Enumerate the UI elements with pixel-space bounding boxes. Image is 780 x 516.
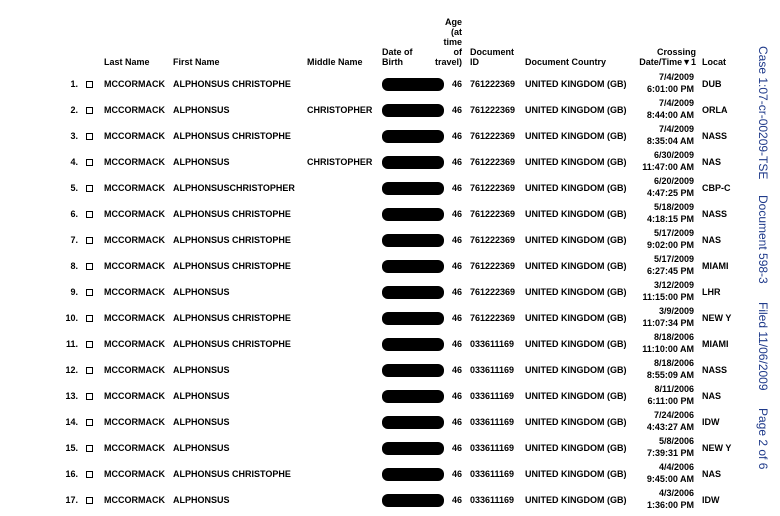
table-row <box>0 306 732 328</box>
crossing-time: 4:47:25 PM <box>646 188 694 198</box>
last-name-cell: MCCORMACK <box>104 339 165 349</box>
header-document-id <box>470 47 514 67</box>
row-number: 14. <box>65 417 78 427</box>
document-country-cell: UNITED KINGDOM (GB) <box>525 495 627 505</box>
crossing-datetime-cell <box>620 253 694 277</box>
location-cell: NASS <box>702 209 728 219</box>
row-checkbox[interactable] <box>86 185 93 192</box>
header-last-name: Last Name <box>104 57 150 67</box>
document-country-cell: UNITED KINGDOM (GB) <box>525 261 627 271</box>
location-cell: NASS <box>702 365 728 375</box>
first-name-cell: ALPHONSUS CHRISTOPHE <box>173 209 291 219</box>
crossing-time: 1:36:00 PM <box>646 500 694 510</box>
row-checkbox[interactable] <box>86 315 93 322</box>
dob-redaction <box>382 208 444 221</box>
header-dob-line1: Date of <box>382 47 413 57</box>
crossing-date: 8/18/2006 <box>653 332 694 342</box>
dob-redaction <box>382 390 444 403</box>
crossing-datetime-cell <box>620 279 694 303</box>
header-crossing-line1: Crossing <box>656 47 696 57</box>
table-row <box>0 254 729 276</box>
crossing-time: 4:18:15 PM <box>646 214 694 224</box>
crossing-date: 7/4/2009 <box>658 124 694 134</box>
age-cell: 46 <box>451 235 462 245</box>
dob-redaction <box>382 130 444 143</box>
header-age-line3: time <box>443 37 462 47</box>
age-cell: 46 <box>451 287 462 297</box>
row-checkbox[interactable] <box>86 133 93 140</box>
row-checkbox[interactable] <box>86 445 93 452</box>
age-cell: 46 <box>451 79 462 89</box>
crossing-time: 11:07:34 PM <box>642 318 694 328</box>
middle-name-cell: CHRISTOPHER <box>307 157 373 167</box>
document-country-cell: UNITED KINGDOM (GB) <box>525 417 627 427</box>
crossing-datetime-cell <box>620 435 694 459</box>
crossing-date: 6/30/2009 <box>653 150 694 160</box>
document-id-cell: 761222369 <box>470 313 516 323</box>
middle-name-cell: CHRISTOPHER <box>307 105 373 115</box>
last-name-cell: MCCORMACK <box>104 79 165 89</box>
row-number: 8. <box>70 261 78 271</box>
crossing-datetime-cell <box>620 71 694 95</box>
document-country-cell: UNITED KINGDOM (GB) <box>525 287 627 297</box>
crossing-time: 9:45:00 AM <box>646 474 694 484</box>
document-id-cell: 761222369 <box>470 235 516 245</box>
first-name-cell: ALPHONSUS <box>173 417 230 427</box>
age-cell: 46 <box>451 131 462 141</box>
last-name-cell: MCCORMACK <box>104 235 165 245</box>
age-cell: 46 <box>451 495 462 505</box>
age-cell: 46 <box>451 157 462 167</box>
row-checkbox[interactable] <box>86 263 93 270</box>
document-id-cell: 761222369 <box>470 209 516 219</box>
document-country-cell: UNITED KINGDOM (GB) <box>525 157 627 167</box>
header-dob <box>382 47 413 67</box>
age-cell: 46 <box>451 391 462 401</box>
row-checkbox[interactable] <box>86 289 93 296</box>
row-number: 16. <box>65 469 78 479</box>
last-name-cell: MCCORMACK <box>104 261 165 271</box>
header-document-id-line1: Document <box>470 47 515 57</box>
crossing-time: 8:55:09 AM <box>646 370 694 380</box>
crossing-time: 11:10:00 AM <box>642 344 694 354</box>
row-number: 4. <box>70 157 78 167</box>
crossing-date: 4/4/2006 <box>658 462 694 472</box>
first-name-cell: ALPHONSUS <box>173 391 230 401</box>
crossing-date: 6/20/2009 <box>653 176 694 186</box>
dob-redaction <box>382 468 444 481</box>
age-cell: 46 <box>451 365 462 375</box>
header-first-name: First Name <box>173 57 220 67</box>
age-cell: 46 <box>451 105 462 115</box>
document-id-cell: 761222369 <box>470 131 516 141</box>
crossing-date: 3/12/2009 <box>653 280 694 290</box>
crossing-time: 7:39:31 PM <box>646 448 694 458</box>
location-cell: NAS <box>702 391 722 401</box>
row-number: 2. <box>70 105 78 115</box>
dob-redaction <box>382 494 444 507</box>
last-name-cell: MCCORMACK <box>104 209 165 219</box>
crossing-datetime-cell <box>620 227 694 251</box>
document-country-cell: UNITED KINGDOM (GB) <box>525 183 627 193</box>
dob-redaction <box>382 416 444 429</box>
last-name-cell: MCCORMACK <box>104 365 165 375</box>
document-id-cell: 033611169 <box>470 339 515 349</box>
document-stamp: Document 598-3 <box>756 195 770 284</box>
last-name-cell: MCCORMACK <box>104 287 165 297</box>
location-cell: IDW <box>702 417 720 427</box>
row-number: 15. <box>65 443 78 453</box>
age-cell: 46 <box>451 339 462 349</box>
first-name-cell: ALPHONSUS CHRISTOPHE <box>173 79 291 89</box>
first-name-cell: ALPHONSUS CHRISTOPHE <box>173 235 291 245</box>
row-number: 17. <box>65 495 78 505</box>
row-checkbox[interactable] <box>86 159 93 166</box>
dob-redaction <box>382 286 444 299</box>
location-cell: NEW Y <box>702 313 732 323</box>
first-name-cell: ALPHONSUS <box>173 443 230 453</box>
row-number: 10. <box>65 313 78 323</box>
row-number: 5. <box>70 183 78 193</box>
document-id-cell: 033611169 <box>470 469 515 479</box>
crossing-date: 8/11/2006 <box>654 384 694 394</box>
last-name-cell: MCCORMACK <box>104 157 165 167</box>
dob-redaction <box>382 338 444 351</box>
filed-stamp: Filed 11/06/2009 <box>756 302 770 391</box>
row-checkbox[interactable] <box>86 393 93 400</box>
document-country-cell: UNITED KINGDOM (GB) <box>525 469 627 479</box>
location-cell: LHR <box>702 287 721 297</box>
table-row <box>0 488 720 510</box>
row-number: 12. <box>65 365 78 375</box>
row-checkbox[interactable] <box>86 81 93 88</box>
crossing-time: 11:15:00 PM <box>642 292 694 302</box>
header-crossing-line2: Date/Time▼1 <box>639 57 696 67</box>
document-country-cell: UNITED KINGDOM (GB) <box>525 79 627 89</box>
page-stamp: Page 2 of 6 <box>756 408 770 470</box>
location-cell: ORLA <box>702 105 728 115</box>
row-number: 7. <box>70 235 78 245</box>
age-cell: 46 <box>451 209 462 219</box>
dob-redaction <box>382 312 444 325</box>
crossing-time: 6:01:00 PM <box>646 84 694 94</box>
location-cell: NASS <box>702 131 728 141</box>
document-id-cell: 761222369 <box>470 261 516 271</box>
table-row <box>0 410 720 432</box>
first-name-cell: ALPHONSUS <box>173 287 230 297</box>
age-cell: 46 <box>451 313 462 323</box>
crossing-date: 7/24/2006 <box>653 410 694 420</box>
header-dob-line2: Birth <box>382 57 403 67</box>
row-checkbox[interactable] <box>86 341 93 348</box>
header-location: Locat <box>702 57 727 67</box>
row-number: 11. <box>65 339 78 349</box>
crossing-datetime-cell <box>620 409 694 433</box>
last-name-cell: MCCORMACK <box>104 391 165 401</box>
document-id-cell: 761222369 <box>470 183 516 193</box>
crossing-time: 8:35:04 AM <box>646 136 694 146</box>
age-cell: 46 <box>451 417 462 427</box>
row-number: 6. <box>70 209 78 219</box>
row-checkbox[interactable] <box>86 367 93 374</box>
document-id-cell: 761222369 <box>470 287 516 297</box>
row-number: 13. <box>65 391 78 401</box>
table-row <box>0 436 732 458</box>
header-age-line1: Age <box>444 17 462 27</box>
crossing-datetime-cell <box>620 149 694 173</box>
table-row <box>0 280 721 302</box>
document-country-cell: UNITED KINGDOM (GB) <box>525 105 627 115</box>
crossing-date: 7/4/2009 <box>658 72 694 82</box>
table-row <box>0 72 722 94</box>
dob-redaction <box>382 234 444 247</box>
last-name-cell: MCCORMACK <box>104 105 165 115</box>
location-cell: NAS <box>702 469 722 479</box>
document-id-cell: 033611169 <box>470 495 515 505</box>
dob-redaction <box>382 156 444 169</box>
last-name-cell: MCCORMACK <box>104 417 165 427</box>
document-country-cell: UNITED KINGDOM (GB) <box>525 235 627 245</box>
row-checkbox[interactable] <box>86 471 93 478</box>
crossing-datetime-cell <box>620 305 694 329</box>
age-cell: 46 <box>451 261 462 271</box>
dob-redaction <box>382 442 444 455</box>
first-name-cell: ALPHONSUS CHRISTOPHE <box>173 131 291 141</box>
header-age-line5: travel) <box>434 57 462 67</box>
first-name-cell: ALPHONSUS <box>173 105 230 115</box>
first-name-cell: ALPHONSUS <box>173 365 230 375</box>
header-age <box>430 17 462 67</box>
document-country-cell: UNITED KINGDOM (GB) <box>525 391 627 401</box>
row-number: 1. <box>70 79 78 89</box>
document-id-cell: 761222369 <box>470 105 516 115</box>
row-checkbox[interactable] <box>86 419 93 426</box>
crossing-date: 5/17/2009 <box>653 254 694 264</box>
document-country-cell: UNITED KINGDOM (GB) <box>525 443 627 453</box>
document-id-cell: 761222369 <box>470 79 516 89</box>
crossing-time: 4:43:27 AM <box>646 422 694 432</box>
crossing-time: 9:02:00 PM <box>646 240 694 250</box>
table-row <box>0 98 728 120</box>
document-country-cell: UNITED KINGDOM (GB) <box>525 131 627 141</box>
crossing-datetime-cell <box>620 175 694 199</box>
table-row <box>0 150 722 172</box>
table-row <box>0 332 729 354</box>
last-name-cell: MCCORMACK <box>104 495 165 505</box>
row-checkbox[interactable] <box>86 107 93 114</box>
first-name-cell: ALPHONSUS CHRISTOPHE <box>173 313 291 323</box>
first-name-cell: ALPHONSUS CHRISTOPHE <box>173 261 291 271</box>
row-checkbox[interactable] <box>86 497 93 504</box>
location-cell: IDW <box>702 495 720 505</box>
table-row <box>0 358 728 380</box>
crossing-time: 6:11:00 PM <box>647 396 694 406</box>
dob-redaction <box>382 104 444 117</box>
crossing-datetime-cell <box>620 123 694 147</box>
first-name-cell: ALPHONSUS <box>173 495 230 505</box>
crossing-datetime-cell <box>620 487 694 511</box>
crossing-time: 8:44:00 AM <box>646 110 694 120</box>
crossing-date: 7/4/2009 <box>658 98 694 108</box>
location-cell: NEW Y <box>702 443 732 453</box>
document-country-cell: UNITED KINGDOM (GB) <box>525 339 627 349</box>
first-name-cell: ALPHONSUS CHRISTOPHE <box>173 339 291 349</box>
crossing-date: 5/17/2009 <box>653 228 694 238</box>
last-name-cell: MCCORMACK <box>104 183 165 193</box>
row-checkbox[interactable] <box>86 237 93 244</box>
crossing-datetime-cell <box>620 357 694 381</box>
document-id-cell: 033611169 <box>470 443 515 453</box>
crossing-date: 5/18/2009 <box>653 202 694 212</box>
dob-redaction <box>382 182 444 195</box>
last-name-cell: MCCORMACK <box>104 313 165 323</box>
first-name-cell: ALPHONSUS CHRISTOPHE <box>173 469 291 479</box>
table-row <box>0 202 728 224</box>
crossing-datetime-cell <box>620 461 694 485</box>
crossing-datetime-cell <box>620 383 694 407</box>
dob-redaction <box>382 364 444 377</box>
location-cell: NAS <box>702 235 722 245</box>
dob-redaction <box>382 260 444 273</box>
document-id-cell: 033611169 <box>470 365 515 375</box>
last-name-cell: MCCORMACK <box>104 443 165 453</box>
crossing-date: 8/18/2006 <box>653 358 694 368</box>
document-country-cell: UNITED KINGDOM (GB) <box>525 365 627 375</box>
age-cell: 46 <box>451 183 462 193</box>
header-crossing-datetime[interactable] <box>630 47 696 67</box>
header-age-line2: (at <box>451 27 462 37</box>
first-name-cell: ALPHONSUSCHRISTOPHER <box>173 183 295 193</box>
document-id-cell: 761222369 <box>470 157 516 167</box>
dob-redaction <box>382 78 444 91</box>
document-country-cell: UNITED KINGDOM (GB) <box>525 209 627 219</box>
crossing-date: 3/9/2009 <box>658 306 694 316</box>
crossing-time: 6:27:45 PM <box>646 266 694 276</box>
location-cell: NAS <box>702 157 722 167</box>
document-country-cell: UNITED KINGDOM (GB) <box>525 313 627 323</box>
location-cell: DUB <box>702 79 722 89</box>
crossing-date: 5/8/2006 <box>658 436 694 446</box>
header-age-line4: of <box>453 47 462 57</box>
crossing-datetime-cell <box>620 201 694 225</box>
document-id-cell: 033611169 <box>470 417 515 427</box>
location-cell: CBP-C <box>702 183 731 193</box>
table-row <box>0 384 722 406</box>
age-cell: 46 <box>451 469 462 479</box>
crossing-datetime-cell <box>620 331 694 355</box>
header-document-country: Document Country <box>525 57 606 67</box>
header-middle-name: Middle Name <box>307 57 363 67</box>
row-number: 3. <box>70 131 78 141</box>
header-document-id-line2: ID <box>470 57 479 67</box>
age-cell: 46 <box>451 443 462 453</box>
first-name-cell: ALPHONSUS <box>173 157 230 167</box>
table-row <box>0 176 731 198</box>
last-name-cell: MCCORMACK <box>104 131 165 141</box>
last-name-cell: MCCORMACK <box>104 469 165 479</box>
crossing-date: 4/3/2006 <box>658 488 694 498</box>
crossing-time: 11:47:00 AM <box>642 162 694 172</box>
row-number: 9. <box>70 287 78 297</box>
table-row <box>0 228 722 250</box>
document-id-cell: 033611169 <box>470 391 515 401</box>
row-checkbox[interactable] <box>86 211 93 218</box>
location-cell: MIAMI <box>702 339 729 349</box>
crossing-datetime-cell <box>620 97 694 121</box>
location-cell: MIAMI <box>702 261 729 271</box>
table-row <box>0 124 728 146</box>
table-row <box>0 462 722 484</box>
case-stamp: Case 1:07-cr-00209-TSE <box>756 46 770 180</box>
